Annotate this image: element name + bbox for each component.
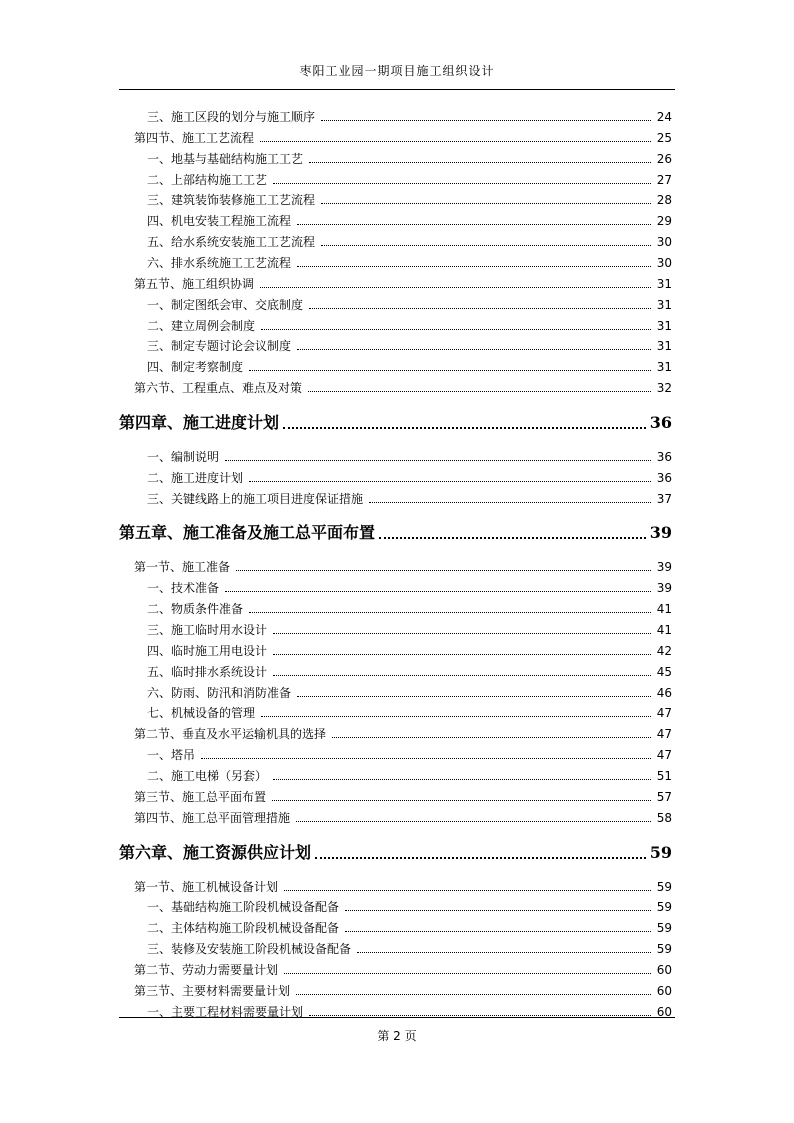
toc-entry-title: 三、制定专题讨论会议制度 <box>147 339 292 354</box>
toc-entry-title: 第三节、主要材料需要量计划 <box>134 983 291 998</box>
toc-entry-title: 六、排水系统施工工艺流程 <box>147 255 292 270</box>
dot-leader <box>273 654 651 655</box>
toc-entry-sub[interactable] <box>147 747 672 763</box>
toc-entry-title: 二、物质条件准备 <box>147 602 244 617</box>
toc-entry-title: 二、施工电梯（另套） <box>147 768 268 783</box>
dot-leader <box>321 245 651 246</box>
dot-leader <box>225 591 651 592</box>
dot-leader <box>345 910 651 911</box>
toc-page-number: 58 <box>656 810 672 825</box>
toc-entry-sub[interactable] <box>147 109 672 125</box>
toc-entry-chapter[interactable] <box>119 523 672 543</box>
toc-entry-title: 五、临时排水系统设计 <box>147 664 268 679</box>
toc-entry-title: 第五节、施工组织协调 <box>134 276 255 291</box>
toc-entry-sub[interactable] <box>147 151 672 167</box>
toc-page-number: 31 <box>656 297 672 312</box>
toc-entry-section[interactable] <box>134 380 672 396</box>
toc-page-number: 51 <box>656 768 672 783</box>
toc-entry-title: 六、防雨、防汛和消防准备 <box>147 685 292 700</box>
toc-entry-title: 二、施工进度计划 <box>147 470 244 485</box>
toc-entry-sub[interactable] <box>147 172 672 188</box>
toc-entry-sub[interactable] <box>147 622 672 638</box>
toc-entry-section[interactable] <box>134 130 672 146</box>
toc-page-number: 41 <box>656 623 672 637</box>
dot-leader <box>273 675 651 676</box>
toc-entry-title: 一、基础结构施工阶段机械设备配备 <box>147 900 340 915</box>
dot-leader <box>345 931 651 932</box>
toc-entry-sub[interactable] <box>147 234 672 250</box>
toc-entry-title: 一、地基与基础结构施工工艺 <box>147 151 304 166</box>
toc-entry-sub[interactable] <box>147 255 672 271</box>
dot-leader <box>297 349 651 350</box>
dot-leader <box>236 570 651 571</box>
dot-leader <box>379 537 646 539</box>
toc-entry-title: 第一节、施工机械设备计划 <box>134 879 279 894</box>
dot-leader <box>309 308 651 309</box>
toc-entry-title: 二、建立周例会制度 <box>147 318 256 333</box>
toc-entry-chapter[interactable] <box>119 843 672 863</box>
dot-leader <box>201 758 651 759</box>
toc-entry-title: 三、装修及安装施工阶段机械设备配备 <box>147 942 352 957</box>
toc-entry-title: 四、临时施工用电设计 <box>147 643 268 658</box>
toc-entry-section[interactable] <box>134 810 672 826</box>
dot-leader <box>272 800 651 801</box>
toc-entry-title: 第二节、劳动力需要量计划 <box>134 962 279 977</box>
document-title: 枣阳工业园一期项目施工组织设计 <box>299 64 495 78</box>
toc-entry-title: 第六节、工程重点、难点及对策 <box>134 381 303 396</box>
toc-entry-sub[interactable] <box>147 941 672 957</box>
toc-page-number: 45 <box>656 664 672 679</box>
toc-page-number: 30 <box>656 235 672 250</box>
dot-leader <box>296 821 651 822</box>
toc-page-number: 42 <box>656 643 672 658</box>
dot-leader <box>309 1015 651 1016</box>
toc-entry-sub[interactable] <box>147 705 672 721</box>
toc-entry-title: 三、关键线路上的施工项目进度保证措施 <box>147 491 364 506</box>
toc-entry-title: 第三节、施工总平面布置 <box>134 789 267 804</box>
toc-entry-sub[interactable] <box>147 768 672 784</box>
toc-entry-sub[interactable] <box>147 470 672 486</box>
dot-leader <box>249 612 651 613</box>
toc-entry-sub[interactable] <box>147 643 672 659</box>
dot-leader <box>261 329 651 330</box>
toc-page-number: 32 <box>656 381 672 396</box>
toc-entry-sub[interactable] <box>147 601 672 617</box>
toc-page-number: 39 <box>656 581 672 596</box>
toc-page-number: 36 <box>649 412 672 432</box>
toc-page-number: 26 <box>656 151 672 166</box>
toc-page-number: 59 <box>656 900 672 915</box>
toc-page-number: 59 <box>656 879 672 894</box>
dot-leader <box>357 952 651 953</box>
toc-entry-title: 五、给水系统安装施工工艺流程 <box>147 235 316 250</box>
dot-leader <box>284 973 651 974</box>
toc-entry-sub[interactable] <box>147 213 672 229</box>
toc-page-number: 39 <box>649 523 672 543</box>
toc-entry-sub[interactable] <box>147 920 672 936</box>
dot-leader <box>260 287 651 288</box>
toc-entry-title: 七、机械设备的管理 <box>147 706 256 721</box>
dot-leader <box>249 481 651 482</box>
dot-leader <box>321 203 651 204</box>
toc-page-number: 59 <box>649 842 672 862</box>
footer-divider <box>119 1017 675 1018</box>
dot-leader <box>283 427 646 429</box>
dot-leader <box>249 370 651 371</box>
toc-entry-sub[interactable] <box>147 899 672 915</box>
dot-leader <box>296 994 651 995</box>
toc-page-number: 28 <box>656 193 672 208</box>
toc-page-number: 47 <box>656 727 672 742</box>
toc-entry-title: 三、施工临时用水设计 <box>147 623 268 637</box>
toc-page-number: 31 <box>656 339 672 354</box>
toc-entry-title: 第一节、施工准备 <box>134 560 231 575</box>
toc-page-number: 31 <box>656 318 672 333</box>
toc-entry-sub[interactable] <box>147 449 672 465</box>
toc-entry-sub[interactable] <box>147 338 672 354</box>
dot-leader <box>225 460 651 461</box>
dot-leader <box>297 224 651 225</box>
toc-entry-sub[interactable] <box>147 318 672 334</box>
dot-leader <box>273 779 651 780</box>
toc-page-number: 31 <box>656 276 672 291</box>
toc-page-number: 60 <box>656 1004 672 1019</box>
toc-entry-title: 二、主体结构施工阶段机械设备配备 <box>147 921 340 936</box>
toc-entry-title: 二、上部结构施工工艺 <box>147 172 268 187</box>
toc-page-number: 46 <box>656 685 672 700</box>
toc-page-number: 47 <box>656 748 672 763</box>
toc-entry-chapter[interactable] <box>119 413 672 433</box>
toc-entry-sub[interactable] <box>147 664 672 680</box>
toc-page-number: 59 <box>656 921 672 936</box>
toc-entry-section[interactable] <box>134 559 672 575</box>
toc-entry-sub[interactable] <box>147 192 672 208</box>
toc-entry-title: 三、施工区段的划分与施工顺序 <box>147 110 316 124</box>
toc-page-number: 37 <box>656 491 672 506</box>
toc-entry-sub[interactable] <box>147 685 672 701</box>
toc-entry-section[interactable] <box>134 962 672 978</box>
toc-entry-sub[interactable] <box>147 580 672 596</box>
page-number: 第 2 页 <box>377 1029 417 1043</box>
dot-leader <box>273 633 651 634</box>
dot-leader <box>297 696 651 697</box>
toc-page-number: 36 <box>656 470 672 485</box>
toc-page-number: 41 <box>656 602 672 617</box>
toc-entry-title: 一、技术准备 <box>147 581 220 596</box>
dot-leader <box>315 857 646 859</box>
toc-entry-section[interactable] <box>134 789 672 805</box>
toc-entry-title: 第二节、垂直及水平运输机具的选择 <box>134 727 327 742</box>
toc-entry-title: 第四节、施工总平面管理措施 <box>134 810 291 825</box>
toc-page-number: 36 <box>656 449 672 464</box>
toc-entry-title: 四、制定考察制度 <box>147 360 244 375</box>
dot-leader <box>260 141 651 142</box>
dot-leader <box>332 737 651 738</box>
toc-page-number: 39 <box>656 560 672 575</box>
toc-page-number: 31 <box>656 360 672 375</box>
toc-page-number: 57 <box>656 789 672 804</box>
dot-leader <box>297 266 651 267</box>
toc-entry-title: 第四节、施工工艺流程 <box>134 130 255 145</box>
toc-entry-title: 第五章、施工准备及施工总平面布置 <box>119 523 376 543</box>
dot-leader <box>308 391 651 392</box>
toc-entry-title: 三、建筑装饰装修施工工艺流程 <box>147 193 316 208</box>
toc-entry-title: 第六章、施工资源供应计划 <box>119 842 312 862</box>
toc-entry-section[interactable] <box>134 726 672 742</box>
toc-entry-title: 一、制定图纸会审、交底制度 <box>147 297 304 312</box>
toc-page-number: 25 <box>656 130 672 145</box>
toc-page-number: 29 <box>656 214 672 229</box>
dot-leader <box>273 183 651 184</box>
dot-leader <box>321 120 651 121</box>
toc-page-number: 60 <box>656 983 672 998</box>
toc-page-number: 30 <box>656 255 672 270</box>
toc-entry-title: 一、主要工程材料需要量计划 <box>147 1004 304 1019</box>
toc-entry-sub[interactable] <box>147 297 672 313</box>
toc-entry-title: 第四章、施工进度计划 <box>119 412 280 432</box>
toc-entry-section[interactable] <box>134 983 672 999</box>
toc-page-number: 60 <box>656 962 672 977</box>
dot-leader <box>369 502 651 503</box>
toc-page-number: 27 <box>656 172 672 187</box>
toc-entry-sub[interactable] <box>147 359 672 375</box>
dot-leader <box>309 162 651 163</box>
toc-entry-title: 一、塔吊 <box>147 748 196 763</box>
toc-page-number: 47 <box>656 706 672 721</box>
dot-leader <box>284 890 651 891</box>
toc-entry-title: 一、编制说明 <box>147 449 220 464</box>
dot-leader <box>261 716 651 717</box>
toc-entry-sub[interactable] <box>147 491 672 507</box>
toc-page-number: 24 <box>656 110 672 124</box>
toc-entry-title: 四、机电安装工程施工流程 <box>147 214 292 229</box>
toc-entry-section[interactable] <box>134 276 672 292</box>
toc-entry-section[interactable] <box>134 879 672 895</box>
toc-page-number: 59 <box>656 942 672 957</box>
